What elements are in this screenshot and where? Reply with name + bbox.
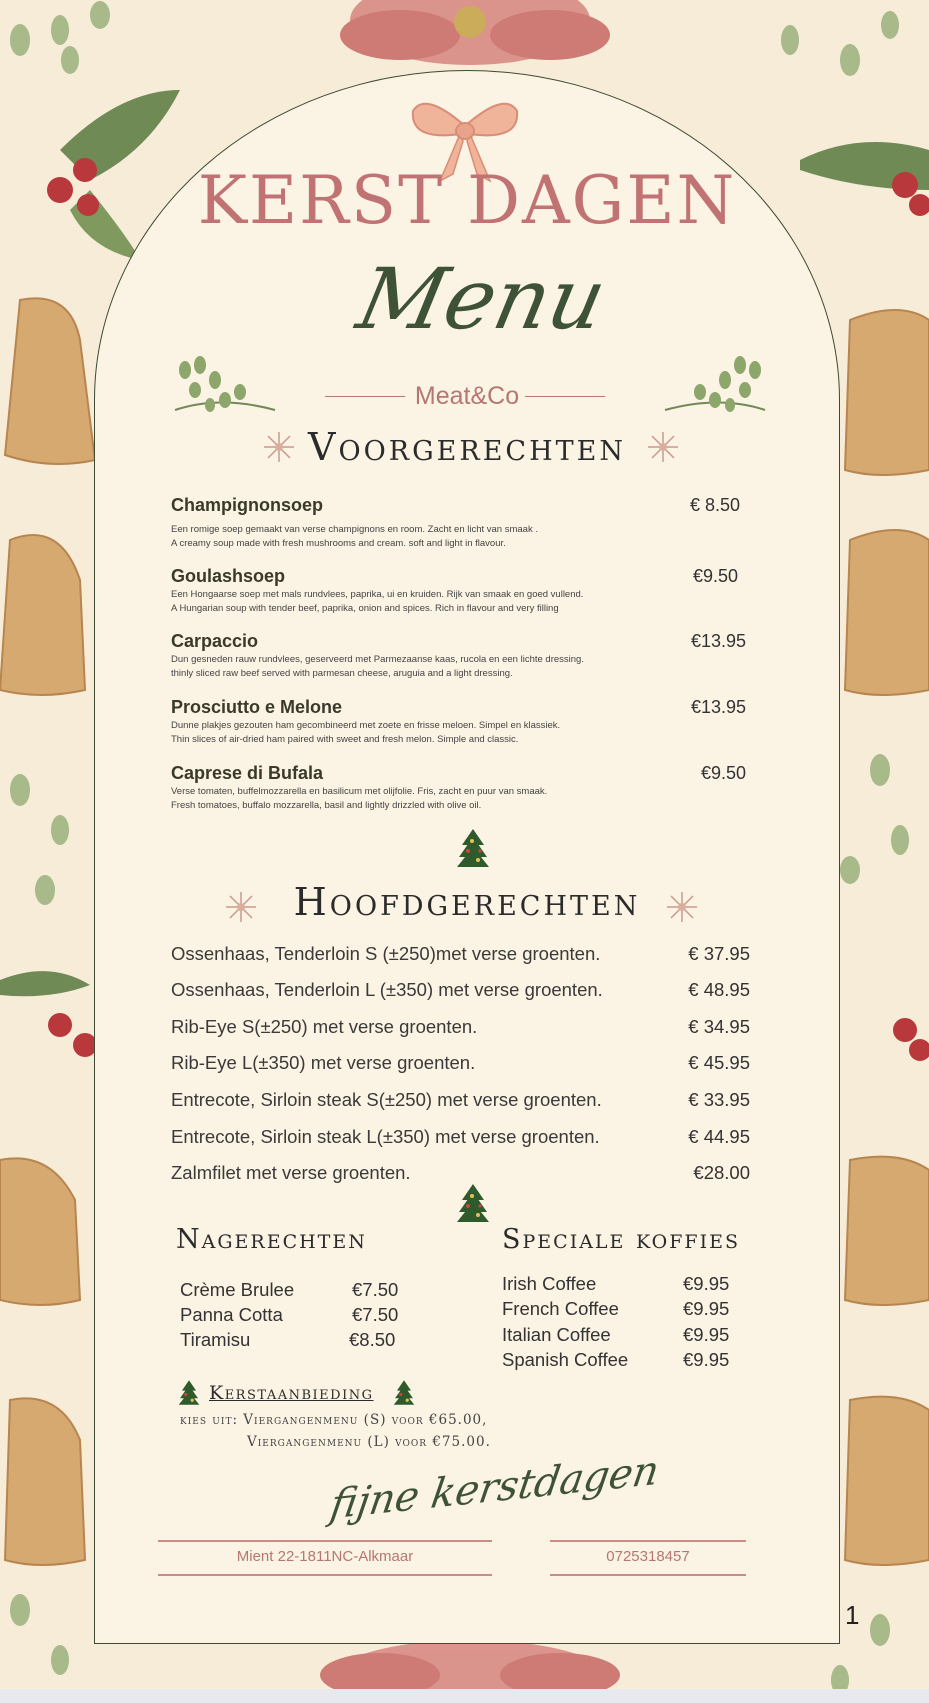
mains-heading: Hoofdgerechten — [293, 880, 641, 924]
coffee-price: €9.95 — [683, 1298, 730, 1319]
dish-name: Champignonsoep — [171, 495, 323, 515]
main-dish-price: € 44.95 — [688, 1126, 750, 1147]
star-icon — [647, 431, 679, 463]
dessert-name: Tiramisu — [180, 1329, 251, 1350]
offer-line-1: kies uit: Viergangenmenu (S) voor €65.00, — [180, 1412, 488, 1428]
starters-heading: Voorgerechten — [308, 425, 626, 469]
coffee-name: Italian Coffee — [502, 1324, 611, 1345]
main-dish-name: Rib-Eye L(±350) met verse groenten. — [171, 1052, 476, 1073]
coffee-name: Spanish Coffee — [502, 1349, 629, 1370]
bottom-strip — [0, 1689, 929, 1703]
dish-price: €13.95 — [690, 697, 746, 717]
dish-price: € 8.50 — [689, 495, 740, 515]
main-dish-name: Ossenhaas, Tenderloin S (±250)met verse groenten. — [171, 943, 601, 964]
main-dish-name: Ossenhaas, Tenderloin L (±350) met verse groenten. — [171, 979, 603, 1000]
dish-description-en: thinly sliced raw beef served with parmesan cheese, aruguia and a light dressing. — [171, 668, 513, 679]
dish-description-nl: Verse tomaten, buffelmozzarella en basilicum met olijfolie. Fris, zacht en puur van smaak. — [171, 786, 548, 797]
main-dish-price: € 45.95 — [688, 1052, 750, 1073]
coffee-price: €9.95 — [683, 1273, 730, 1294]
star-icon — [225, 891, 257, 923]
main-dish-price: € 34.95 — [688, 1016, 750, 1037]
main-dish-name: Entrecote, Sirloin steak S(±250) met verse groenten. — [171, 1089, 602, 1110]
main-dish-price: € 37.95 — [688, 943, 750, 964]
desserts-heading: Nagerechten — [176, 1224, 367, 1255]
coffee-name: French Coffee — [502, 1298, 619, 1319]
main-dish-price: €28.00 — [693, 1162, 750, 1183]
dish-description-nl: Dunne plakjes gezouten ham gecombineerd met zoete en frisse meloen. Simpel en klassiek. — [171, 720, 561, 731]
dessert-name: Panna Cotta — [180, 1304, 283, 1325]
coffees-heading: Speciale koffies — [502, 1224, 741, 1255]
dish-description-en: Fresh tomatoes, buffalo mozzarella, basil and lightly drizzled with olive oil. — [171, 800, 482, 811]
dish-description-nl: Dun gesneden rauw rundvlees, geserveerd met Parmezaanse kaas, rucola en een lichte dressing. — [171, 654, 584, 665]
dish-name: Goulashsoep — [171, 566, 286, 586]
main-dish-name: Entrecote, Sirloin steak L(±350) met verse groenten. — [171, 1126, 600, 1147]
poinsettia-top — [340, 0, 610, 65]
christmas-tree-icon — [393, 1379, 415, 1406]
coffee-price: €9.95 — [683, 1324, 730, 1345]
coffee-price: €9.95 — [683, 1349, 730, 1370]
restaurant-name: Meat&Co — [414, 382, 520, 410]
dish-name: Carpaccio — [171, 631, 259, 651]
footer-line — [158, 1574, 492, 1576]
dish-price: €9.50 — [700, 763, 746, 783]
christmas-tree-icon — [178, 1379, 200, 1406]
main-dish-price: € 48.95 — [688, 979, 750, 1000]
dish-description-nl: Een Hongaarse soep met mals rundvlees, paprika, ui en kruiden. Rijk van smaak en goed vullend. — [171, 589, 584, 600]
footer-line — [550, 1540, 746, 1542]
menu-script-title: Menu — [349, 250, 615, 348]
star-icon — [263, 431, 295, 463]
dessert-price: €7.50 — [352, 1279, 399, 1300]
dish-description-nl: Een romige soep gemaakt van verse champignons en room. Zacht en licht van smaak . — [171, 524, 538, 535]
dish-description-en: A Hungarian soup with tender beef, paprika, onion and spices. Rich in flavour and very filling — [171, 603, 559, 614]
christmas-tree-icon — [456, 1182, 490, 1224]
dessert-name: Crème Brulee — [180, 1279, 295, 1300]
dish-name: Caprese di Bufala — [171, 763, 324, 783]
page-title: KERST DAGEN — [197, 162, 737, 239]
dish-price: €9.50 — [692, 566, 738, 586]
star-icon — [666, 891, 698, 923]
coffee-name: Irish Coffee — [502, 1273, 597, 1294]
address: Mient 22-1811NC-Alkmaar — [236, 1548, 414, 1565]
dish-name: Prosciutto e Melone — [171, 697, 343, 717]
dish-description-en: Thin slices of air-dried ham paired with sweet and fresh melon. Simple and classic. — [171, 734, 519, 745]
phone-number: 0725318457 — [606, 1548, 690, 1565]
christmas-tree-icon — [456, 827, 490, 869]
closing-script: fijne kerstdagen — [327, 1447, 663, 1529]
page-number: 1 — [845, 1600, 860, 1630]
main-dish-name: Rib-Eye S(±250) met verse groenten. — [171, 1016, 478, 1037]
dish-description-en: A creamy soup made with fresh mushrooms and cream. soft and light in flavour. — [171, 538, 506, 549]
main-dish-price: € 33.95 — [688, 1089, 750, 1110]
main-dish-name: Zalmfilet met verse groenten. — [171, 1162, 411, 1183]
footer-line — [158, 1540, 492, 1542]
dessert-price: €8.50 — [349, 1329, 396, 1350]
offer-heading: Kerstaanbieding — [209, 1382, 374, 1404]
offer-line-2: Viergangenmenu (L) voor €75.00. — [247, 1434, 491, 1450]
footer-line — [550, 1574, 746, 1576]
dessert-price: €7.50 — [352, 1304, 399, 1325]
dish-price: €13.95 — [690, 631, 746, 651]
